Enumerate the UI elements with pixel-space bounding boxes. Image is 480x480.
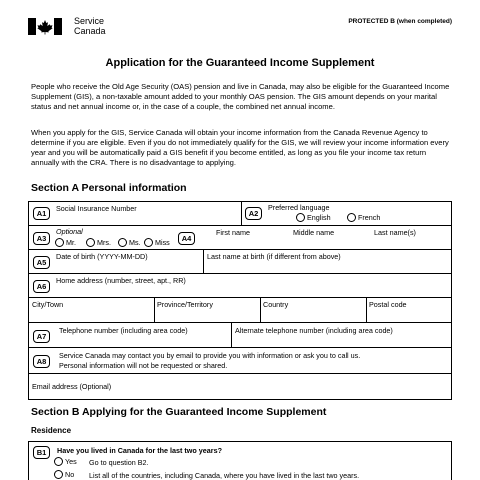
title-option-ms[interactable] <box>118 238 141 248</box>
section-b-form <box>28 441 452 480</box>
country-label: Country <box>263 300 289 309</box>
b1-option-no[interactable] <box>54 470 74 480</box>
divider <box>366 298 367 322</box>
b1-yes-label: Yes <box>65 457 77 466</box>
field-code-a5: A5 <box>33 256 50 269</box>
field-code-a7: A7 <box>33 330 50 343</box>
row-a3-a4 <box>29 226 451 250</box>
alternate-telephone-label: Alternate telephone number (including area code) <box>235 326 393 335</box>
row-a6 <box>29 274 451 298</box>
b1-question: Have you lived in Canada for the last two years? <box>57 446 222 455</box>
title-mr-label: Mr. <box>66 238 76 247</box>
radio-french[interactable] <box>347 213 356 222</box>
field-code-a3: A3 <box>33 232 50 245</box>
department-name <box>74 16 106 36</box>
divider <box>241 202 242 225</box>
b1-no-instruction: List all of the countries, including Canada, where you have lived in the last two years. <box>89 471 360 480</box>
date-of-birth-label: Date of birth (YYYY-MM-DD) <box>56 252 148 261</box>
field-code-a4: A4 <box>178 232 195 245</box>
telephone-label: Telephone number (including area code) <box>59 326 188 335</box>
radio-english[interactable] <box>296 213 305 222</box>
title-ms-label: Ms. <box>129 238 141 247</box>
sin-label: Social Insurance Number <box>56 204 137 213</box>
residence-subtitle: Residence <box>31 426 72 435</box>
protected-label: PROTECTED B (when completed) <box>348 18 452 25</box>
email-address-label: Email address (Optional) <box>32 382 112 391</box>
field-code-b1: B1 <box>33 446 50 459</box>
section-a-form <box>28 201 452 400</box>
row-a1-a2 <box>29 202 451 226</box>
divider <box>231 323 232 347</box>
row-address <box>29 298 451 323</box>
language-french-label: French <box>358 213 381 222</box>
divider <box>203 250 204 273</box>
title-miss-label: Miss <box>155 238 170 247</box>
radio-mr[interactable] <box>55 238 64 247</box>
language-option-english[interactable] <box>296 213 331 223</box>
department-name-fr: Canada <box>74 26 106 36</box>
row-a7 <box>29 323 451 348</box>
email-consent-line-2: Personal information will not be requested or shared. <box>59 361 228 370</box>
title-mrs-label: Mrs. <box>97 238 111 247</box>
intro-paragraph-1: People who receive the Old Age Security (OAS) pension and live in Canada, may also be eligible for the Guaranteed Income Supplement (GIS), a non-taxable amount added to your monthly OAS pension. The GIS amount depends on your marital status and net annual income or, in the case of a couple, the combined net annual income. <box>31 82 450 111</box>
language-option-french[interactable] <box>347 213 380 223</box>
canada-flag-icon <box>28 18 62 35</box>
city-label: City/Town <box>32 300 64 309</box>
last-name-at-birth-label: Last name at birth (if different from above) <box>207 252 341 261</box>
form-title: Application for the Guaranteed Income Supplement <box>105 57 375 69</box>
page-header <box>28 16 452 42</box>
radio-ms[interactable] <box>118 238 127 247</box>
divider <box>154 298 155 322</box>
row-a8 <box>29 348 451 374</box>
b1-option-yes[interactable] <box>54 457 77 467</box>
field-code-a2: A2 <box>245 207 262 220</box>
radio-no[interactable] <box>54 470 63 479</box>
language-english-label: English <box>307 213 331 222</box>
title-option-miss[interactable] <box>144 238 170 248</box>
field-code-a8: A8 <box>33 355 50 368</box>
b1-no-label: No <box>65 470 75 479</box>
intro-paragraph-2: When you apply for the GIS, Service Canada will obtain your income information from the Canada Revenue Agency to determine if you are eligible. Even if you do not immediately qualify for the GIS, we will review your income information every year and you will be automatically paid a GIS benefit if you become entitled, as long as you file your income tax return annually with the CRA. There is no disadvantage to applying. <box>31 128 449 167</box>
radio-yes[interactable] <box>54 457 63 466</box>
middle-name-label: Middle name <box>293 228 335 237</box>
preferred-language-label: Preferred language <box>268 203 330 212</box>
department-name-en: Service <box>74 16 105 26</box>
title-optional-label: Optional <box>56 227 83 236</box>
home-address-label: Home address (number, street, apt., RR) <box>56 276 186 285</box>
section-a-title: Section A Personal information <box>31 182 187 194</box>
row-a5 <box>29 250 451 274</box>
section-b-title: Section B Applying for the Guaranteed Income Supplement <box>31 406 327 418</box>
b1-yes-instruction: Go to question B2. <box>89 458 149 467</box>
field-code-a6: A6 <box>33 280 50 293</box>
title-option-mr[interactable] <box>55 238 76 248</box>
radio-mrs[interactable] <box>86 238 95 247</box>
title-option-mrs[interactable] <box>86 238 111 248</box>
field-code-a1: A1 <box>33 207 50 220</box>
radio-miss[interactable] <box>144 238 153 247</box>
postal-code-label: Postal code <box>369 300 407 309</box>
first-name-label: First name <box>216 228 250 237</box>
last-name-label: Last name(s) <box>374 228 416 237</box>
divider <box>260 298 261 322</box>
email-consent-line-1: Service Canada may contact you by email to provide you with information or ask you to call us. <box>59 351 361 360</box>
province-label: Province/Territory <box>157 300 213 309</box>
